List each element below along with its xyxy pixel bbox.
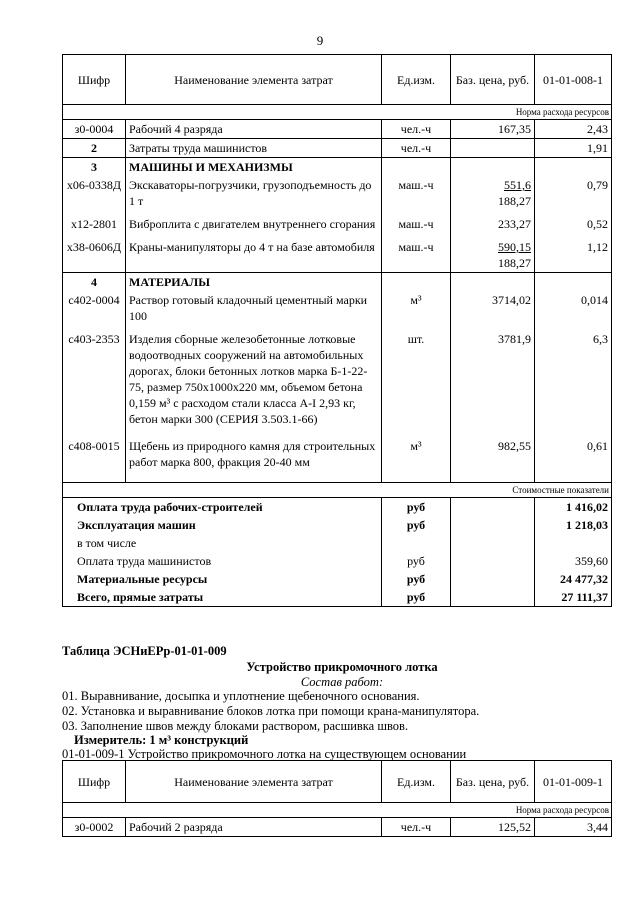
cost-row	[63, 498, 612, 517]
row-name: Рабочий 4 разряда	[126, 120, 382, 139]
row-code: 2	[63, 139, 126, 158]
row-unit: м³	[382, 291, 451, 325]
cost-row	[63, 552, 612, 570]
table-row	[63, 139, 612, 158]
cost-unit: руб	[382, 516, 451, 534]
row-unit: м³	[382, 428, 451, 483]
page-number: 9	[316, 33, 324, 48]
header-code: Шифр	[63, 761, 126, 803]
row-unit: чел.-ч	[382, 139, 451, 158]
cost-row	[63, 588, 612, 607]
cost-row	[63, 516, 612, 534]
row-name: МАШИНЫ И МЕХАНИЗМЫ	[126, 158, 382, 177]
row-price: 233,27	[451, 210, 535, 233]
cost-label: Стоимостные показатели	[63, 483, 612, 498]
cost-unit: руб	[382, 570, 451, 588]
cost-name: Всего, прямые затраты	[63, 588, 382, 607]
header-price: Баз. цена, руб.	[451, 55, 535, 105]
row-price: 590,15	[498, 240, 531, 254]
row-name: МАТЕРИАЛЫ	[126, 273, 382, 292]
table-row	[63, 210, 612, 233]
row-name: Раствор готовый кладочный цементный марки 100	[126, 291, 382, 325]
cost-row	[63, 534, 612, 552]
cost-name: Эксплуатация машин	[63, 516, 382, 534]
row-code: з0-0002	[63, 818, 126, 837]
section-title: Устройство прикромочного лотка	[246, 660, 438, 674]
row-value: 0,014	[535, 291, 612, 325]
resource-table-2	[62, 760, 612, 837]
row-code: х12-2801	[63, 210, 126, 233]
row-price: 551,6	[504, 178, 531, 192]
header-norm-code: 01-01-008-1	[535, 55, 612, 105]
header-norm-code: 01-01-009-1	[535, 761, 612, 803]
cost-value: 1 416,02	[535, 498, 612, 517]
cost-unit: руб	[382, 498, 451, 517]
row-code: х38-0606Д	[63, 233, 126, 273]
cost-value: 359,60	[535, 552, 612, 570]
row-code: 3	[63, 158, 126, 177]
table-row	[63, 273, 612, 292]
cost-row	[63, 570, 612, 588]
table-row	[63, 291, 612, 325]
cost-unit: руб	[382, 552, 451, 570]
header-price: Баз. цена, руб.	[451, 761, 535, 803]
work-step: 02. Установка и выравнивание блоков лотка при помощи крана-манипулятора.	[62, 704, 480, 718]
header-unit: Ед.изм.	[382, 55, 451, 105]
table-row	[63, 176, 612, 210]
cost-name: Оплата труда рабочих-строителей	[63, 498, 382, 517]
header-name: Наименование элемента затрат	[126, 55, 382, 105]
header-code: Шифр	[63, 55, 126, 105]
table-row	[63, 233, 612, 273]
work-step: 01. Выравнивание, досыпка и уплотнение щебеночного основания.	[62, 689, 420, 703]
row-value: 1,91	[535, 139, 612, 158]
row-unit: маш.-ч	[382, 233, 451, 273]
row-code: с403-2353	[63, 325, 126, 428]
row-name: Щебень из природного камня для строительных работ марка 800, фракция 20-40 мм	[126, 428, 382, 483]
row-price: 167,35	[451, 120, 535, 139]
row-name: Рабочий 2 разряда	[126, 818, 382, 837]
row-value: 0,79	[535, 176, 612, 210]
row-unit: шт.	[382, 325, 451, 428]
cost-value: 1 218,03	[535, 516, 612, 534]
cost-name: в том числе	[63, 534, 382, 552]
row-price	[451, 139, 535, 158]
row-value: 0,61	[535, 428, 612, 483]
row-name: Изделия сборные железобетонные лотковые водоотводных сооружений на автомобильных дорогах, блоки бетонных лотков марка Б-1-22-75, размер 750x1000x220 мм, объемом бетона 0,159 м³ с расходом стали класса А-I 2,93 кг, бетон марки 300 (СЕРИЯ 3.503.1-66)	[126, 325, 382, 428]
row-name: Экскаваторы-погрузчики, грузоподъемность до 1 т	[126, 176, 382, 210]
header-name: Наименование элемента затрат	[126, 761, 382, 803]
row-value: 3,44	[535, 818, 612, 837]
row-price: 125,52	[451, 818, 535, 837]
row-code: с402-0004	[63, 291, 126, 325]
row-unit: чел.-ч	[382, 818, 451, 837]
row-price: 3781,9	[451, 325, 535, 428]
cost-value: 27 111,37	[535, 588, 612, 607]
item-title: 01-01-009-1 Устройство прикромочного лотка на существующем основании	[62, 747, 467, 761]
row-value: 2,43	[535, 120, 612, 139]
row-name: Виброплита с двигателем внутреннего сгорания	[126, 210, 382, 233]
row-code: з0-0004	[63, 120, 126, 139]
cost-value: 24 477,32	[535, 570, 612, 588]
cost-unit: руб	[382, 588, 451, 607]
row-value: 6,3	[535, 325, 612, 428]
table-row	[63, 120, 612, 139]
row-unit: чел.-ч	[382, 120, 451, 139]
table-title: Таблица ЭСНиЕРр-01-01-009	[62, 644, 227, 658]
row-unit: маш.-ч	[382, 176, 451, 210]
row-price: 982,55	[451, 428, 535, 483]
row-name: Краны-манипуляторы до 4 т на базе автомобиля	[126, 233, 382, 273]
row-code: х06-0338Д	[63, 176, 126, 210]
work-step: 03. Заполнение швов между блоками раствором, расшивка швов.	[62, 719, 409, 733]
row-value: 1,12	[535, 233, 612, 273]
row-price: 3714,02	[451, 291, 535, 325]
row-price-secondary: 188,27	[498, 194, 531, 208]
row-price-secondary: 188,27	[498, 256, 531, 270]
header-unit: Ед.изм.	[382, 761, 451, 803]
meter: Измеритель: 1 м³ конструкций	[74, 733, 249, 747]
composition-title: Состав работ:	[300, 675, 384, 689]
row-code: 4	[63, 273, 126, 292]
row-unit: маш.-ч	[382, 210, 451, 233]
table-row	[63, 158, 612, 177]
table-row	[63, 428, 612, 483]
table-row	[63, 818, 612, 837]
row-value: 0,52	[535, 210, 612, 233]
row-code: с408-0015	[63, 428, 126, 483]
table-row	[63, 325, 612, 428]
resource-table-1	[62, 54, 612, 607]
norm-label: Норма расхода ресурсов	[63, 105, 612, 120]
cost-name: Материальные ресурсы	[63, 570, 382, 588]
row-name: Затраты труда машинистов	[126, 139, 382, 158]
norm-label: Норма расхода ресурсов	[63, 803, 612, 818]
cost-name: Оплата труда машинистов	[63, 552, 382, 570]
